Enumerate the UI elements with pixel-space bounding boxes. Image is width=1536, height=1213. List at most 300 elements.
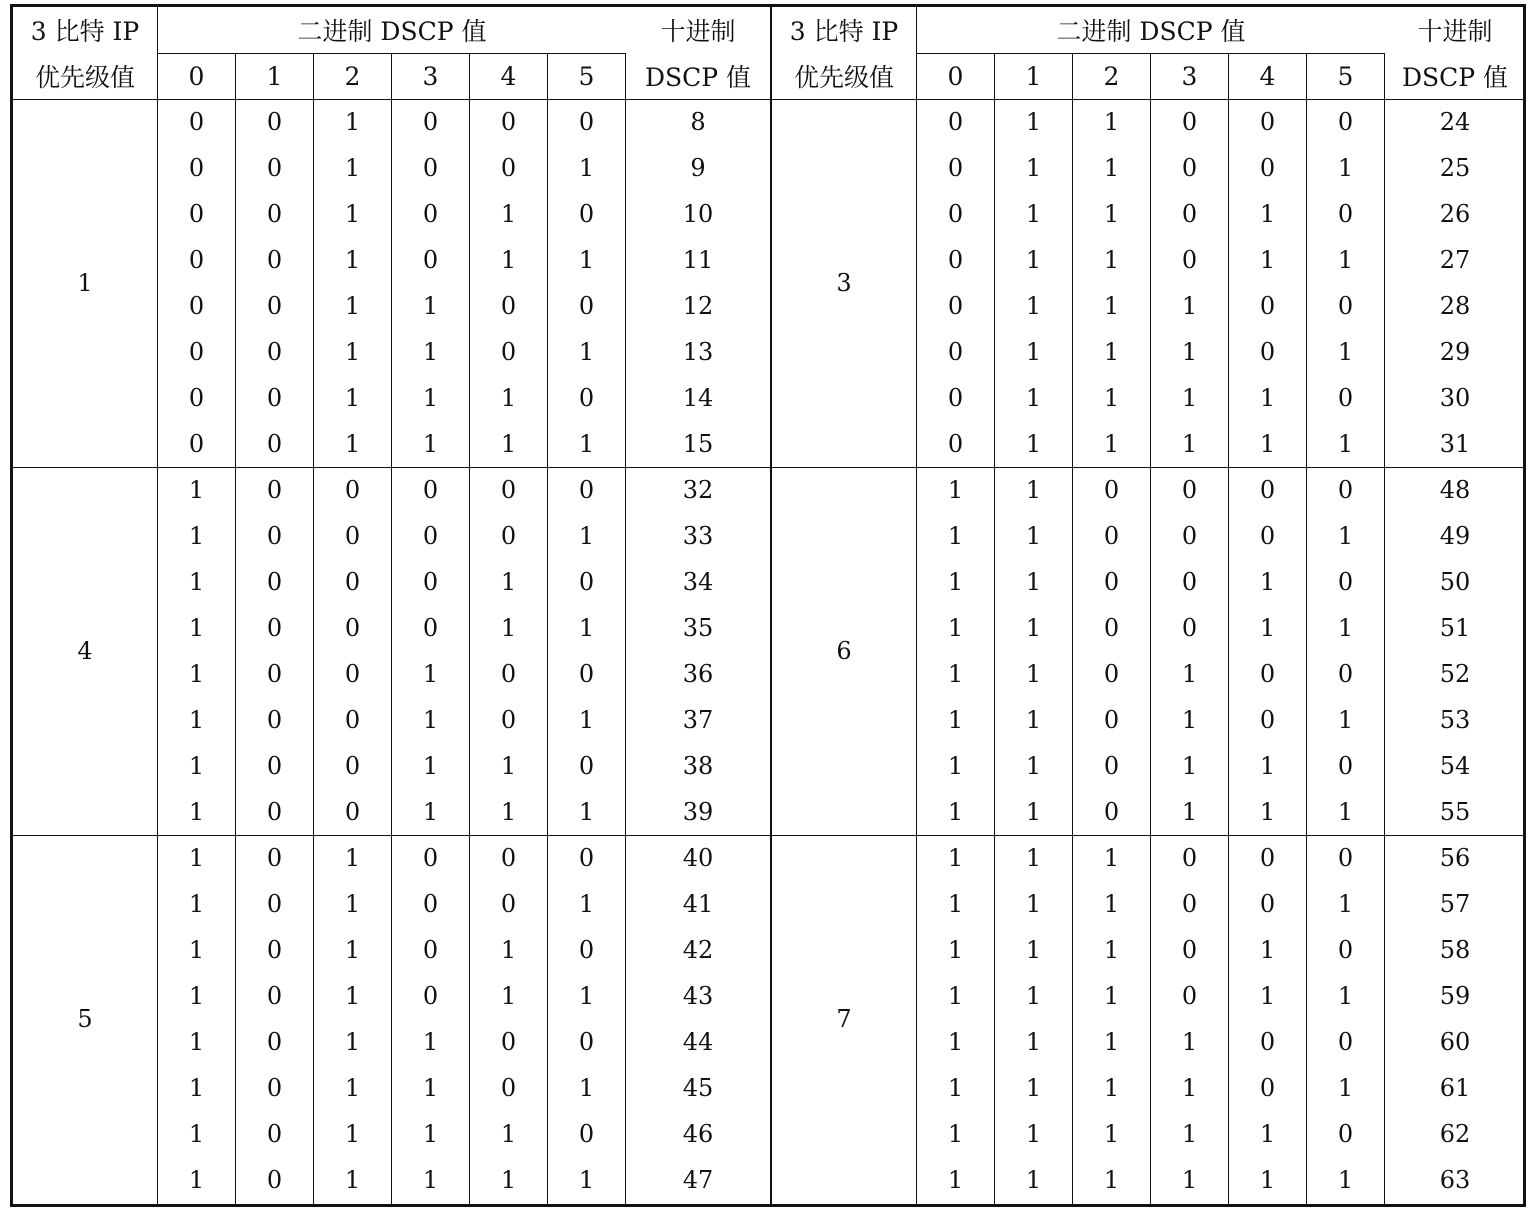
bit-value: 1 [1337,890,1354,918]
bit-value: 1 [1025,936,1042,964]
bit-value: 0 [344,568,361,596]
decimal-value: 40 [682,844,714,872]
bit-value: 0 [422,108,439,136]
bit-value: 0 [1337,108,1354,136]
bit-value: 1 [1259,430,1276,458]
bit-value: 0 [266,798,283,826]
bit-value: 0 [344,476,361,504]
precedence-value: 7 [836,1005,852,1033]
decimal-value: 63 [1439,1166,1471,1194]
bit-value: 1 [1025,752,1042,780]
bit-value: 1 [1025,1074,1042,1102]
bit-value: 0 [188,200,205,228]
bit-value: 1 [344,384,361,412]
bit-column-2 [1073,7,1151,1204]
bit-value: 1 [1259,246,1276,274]
bit-value: 0 [1259,108,1276,136]
bit-value: 0 [266,108,283,136]
bit-value: 1 [188,890,205,918]
bit-header-0: 0 [188,61,205,91]
bit-header-0: 0 [947,61,964,91]
bit-header-4: 4 [500,61,517,91]
bit-column-0 [917,7,995,1204]
decimal-header-line2: DSCP 值 [1401,63,1509,92]
bit-value: 1 [1259,752,1276,780]
bit-value: 1 [1259,1166,1276,1194]
decimal-value: 61 [1439,1074,1471,1102]
bit-value: 1 [947,522,964,550]
decimal-value: 36 [682,660,714,688]
bit-value: 1 [578,522,595,550]
bit-value: 1 [947,752,964,780]
bit-value: 0 [266,982,283,1010]
bit-value: 0 [578,200,595,228]
bit-value: 1 [1025,200,1042,228]
bit-value: 1 [1337,154,1354,182]
bit-value: 1 [947,936,964,964]
bit-value: 1 [1103,1028,1120,1056]
bit-value: 0 [1259,1028,1276,1056]
decimal-value: 60 [1439,1028,1471,1056]
bit-value: 1 [344,982,361,1010]
decimal-value: 45 [682,1074,714,1102]
bit-value: 1 [1103,890,1120,918]
bit-header-3: 3 [422,61,439,91]
bit-value: 0 [422,614,439,642]
binary-header-underline [917,53,1385,54]
precedence-value: 6 [836,637,852,665]
bit-value: 1 [1181,292,1198,320]
bit-value: 0 [1181,936,1198,964]
bit-value: 1 [1181,430,1198,458]
bit-value: 1 [1025,384,1042,412]
bit-value: 0 [266,476,283,504]
bit-value: 1 [1259,936,1276,964]
bit-value: 1 [1025,154,1042,182]
bit-value: 0 [266,154,283,182]
bit-value: 1 [344,154,361,182]
bit-header-2: 2 [1103,61,1120,91]
bit-value: 0 [188,292,205,320]
bit-value: 0 [1259,844,1276,872]
bit-value: 1 [188,982,205,1010]
bit-value: 0 [1259,338,1276,366]
bit-value: 1 [578,430,595,458]
bit-value: 1 [422,660,439,688]
bit-value: 0 [1259,522,1276,550]
decimal-header-line1: 十进制 [1417,17,1493,46]
bit-value: 0 [500,108,517,136]
bit-value: 0 [266,338,283,366]
bit-value: 0 [422,200,439,228]
bit-value: 1 [1103,1166,1120,1194]
bit-value: 0 [578,844,595,872]
bit-value: 1 [1103,338,1120,366]
decimal-value: 8 [690,108,706,136]
bit-value: 1 [1025,660,1042,688]
decimal-value: 25 [1439,154,1471,182]
decimal-value: 11 [682,246,714,274]
bit-value: 0 [188,430,205,458]
bit-value: 0 [578,476,595,504]
bit-value: 0 [266,936,283,964]
bit-value: 1 [1025,1120,1042,1148]
bit-value: 0 [500,292,517,320]
decimal-value: 46 [682,1120,714,1148]
bit-value: 0 [1337,476,1354,504]
bit-value: 1 [344,844,361,872]
left-half [13,7,770,1204]
bit-value: 0 [1181,614,1198,642]
bit-value: 1 [947,1028,964,1056]
bit-value: 1 [578,1166,595,1194]
bit-value: 1 [1181,384,1198,412]
bit-value: 1 [1025,706,1042,734]
dscp-mapping-table [10,4,1526,1207]
bit-value: 1 [1103,844,1120,872]
bit-value: 1 [188,798,205,826]
bit-header-5: 5 [578,61,595,91]
bit-value: 1 [344,1120,361,1148]
bit-value: 0 [266,706,283,734]
bit-value: 0 [266,522,283,550]
bit-value: 0 [500,660,517,688]
bit-value: 1 [947,1166,964,1194]
bit-column-2 [314,7,392,1204]
decimal-value: 54 [1439,752,1471,780]
bit-value: 0 [500,154,517,182]
bit-value: 1 [1259,614,1276,642]
decimal-value: 58 [1439,936,1471,964]
bit-value: 1 [422,1074,439,1102]
bit-value: 1 [1337,706,1354,734]
decimal-value: 15 [682,430,714,458]
bit-value: 1 [344,1028,361,1056]
bit-value: 1 [947,982,964,1010]
bit-value: 0 [947,338,964,366]
bit-value: 1 [578,338,595,366]
decimal-value: 43 [682,982,714,1010]
bit-value: 1 [1259,384,1276,412]
precedence-header-line1: 3 比特 IP [789,17,899,46]
precedence-header-line2: 优先级值 [34,63,135,92]
bit-value: 1 [1025,844,1042,872]
bit-value: 0 [1337,660,1354,688]
bit-value: 0 [422,982,439,1010]
bit-value: 0 [266,1120,283,1148]
decimal-value: 41 [682,890,714,918]
decimal-value: 32 [682,476,714,504]
bit-value: 1 [947,706,964,734]
bit-value: 1 [947,1120,964,1148]
bit-value: 1 [578,1074,595,1102]
bit-value: 0 [1181,522,1198,550]
decimal-value: 55 [1439,798,1471,826]
decimal-value: 38 [682,752,714,780]
bit-value: 1 [947,660,964,688]
bit-value: 1 [344,200,361,228]
bit-column-0 [158,7,236,1204]
bit-column-1 [995,7,1073,1204]
decimal-column [1385,7,1525,1204]
precedence-header-line2: 优先级值 [793,63,894,92]
bit-header-1: 1 [1025,61,1042,91]
bit-value: 1 [422,706,439,734]
bit-value: 1 [500,752,517,780]
decimal-value: 30 [1439,384,1471,412]
bit-value: 1 [500,430,517,458]
bit-value: 0 [1337,200,1354,228]
decimal-value: 59 [1439,982,1471,1010]
bit-value: 1 [1337,798,1354,826]
bit-value: 1 [1025,476,1042,504]
bit-value: 0 [266,614,283,642]
bit-value: 0 [1337,936,1354,964]
bit-value: 0 [500,706,517,734]
bit-value: 0 [1259,1074,1276,1102]
bit-value: 1 [578,154,595,182]
bit-value: 1 [344,936,361,964]
bit-column-3 [1151,7,1229,1204]
bit-value: 0 [1181,568,1198,596]
bit-value: 0 [1337,1120,1354,1148]
bit-value: 0 [1181,982,1198,1010]
decimal-value: 26 [1439,200,1471,228]
bit-value: 0 [188,154,205,182]
bit-value: 1 [1337,522,1354,550]
bit-value: 1 [1337,430,1354,458]
bit-value: 1 [344,338,361,366]
bit-value: 0 [344,752,361,780]
decimal-header-line2: DSCP 值 [644,63,752,92]
bit-value: 0 [1259,292,1276,320]
bit-value: 1 [1103,1074,1120,1102]
bit-value: 1 [188,936,205,964]
bit-value: 1 [344,292,361,320]
bit-header-1: 1 [266,61,283,91]
bit-value: 1 [344,430,361,458]
bit-value: 0 [344,522,361,550]
bit-value: 0 [266,200,283,228]
bit-header-3: 3 [1181,61,1198,91]
bit-value: 0 [266,844,283,872]
decimal-value: 56 [1439,844,1471,872]
bit-value: 1 [1181,752,1198,780]
bit-value: 1 [1337,982,1354,1010]
bit-value: 0 [500,890,517,918]
bit-value: 1 [1259,200,1276,228]
decimal-value: 14 [682,384,714,412]
decimal-value: 51 [1439,614,1471,642]
decimal-value: 35 [682,614,714,642]
bit-value: 1 [1103,200,1120,228]
bit-value: 0 [578,568,595,596]
bit-value: 0 [422,476,439,504]
bit-value: 1 [422,384,439,412]
bit-value: 1 [1259,982,1276,1010]
bit-value: 0 [1103,752,1120,780]
bit-value: 1 [188,568,205,596]
bit-value: 0 [578,292,595,320]
bit-value: 1 [1181,1120,1198,1148]
bit-value: 1 [1103,154,1120,182]
bit-value: 1 [947,614,964,642]
decimal-value: 53 [1439,706,1471,734]
bit-value: 0 [344,706,361,734]
bit-value: 0 [1259,706,1276,734]
bit-value: 0 [266,660,283,688]
bit-value: 1 [578,982,595,1010]
bit-value: 0 [188,338,205,366]
bit-column-1 [236,7,314,1204]
bit-value: 0 [1181,108,1198,136]
bit-value: 1 [500,384,517,412]
bit-value: 0 [266,568,283,596]
bit-value: 1 [1103,982,1120,1010]
bit-value: 0 [1337,844,1354,872]
bit-column-4 [1229,7,1307,1204]
bit-value: 1 [1337,614,1354,642]
bit-value: 1 [1103,108,1120,136]
bit-value: 0 [1103,568,1120,596]
bit-value: 1 [1025,1028,1042,1056]
bit-value: 0 [1103,614,1120,642]
bit-value: 0 [578,1028,595,1056]
bit-value: 0 [1103,660,1120,688]
bit-value: 0 [578,936,595,964]
bit-value: 1 [578,798,595,826]
bit-value: 0 [422,522,439,550]
bit-value: 0 [1181,200,1198,228]
bit-value: 1 [422,430,439,458]
decimal-value: 47 [682,1166,714,1194]
bit-value: 1 [188,706,205,734]
bit-value: 0 [1337,292,1354,320]
bit-value: 1 [344,246,361,274]
decimal-value: 31 [1439,430,1471,458]
binary-header: 二进制 DSCP 值 [158,7,626,53]
bit-value: 0 [578,660,595,688]
bit-value: 0 [947,154,964,182]
bit-value: 0 [1103,798,1120,826]
decimal-value: 28 [1439,292,1471,320]
bit-value: 0 [578,384,595,412]
bit-value: 1 [1103,246,1120,274]
bit-value: 1 [188,844,205,872]
decimal-value: 9 [690,154,706,182]
binary-header: 二进制 DSCP 值 [917,7,1385,53]
bit-value: 0 [266,1028,283,1056]
bit-value: 1 [1181,660,1198,688]
decimal-value: 44 [682,1028,714,1056]
precedence-value: 1 [77,269,93,297]
bit-value: 0 [947,292,964,320]
bit-value: 1 [1337,338,1354,366]
bit-value: 0 [1103,706,1120,734]
bit-value: 1 [188,1120,205,1148]
bit-value: 0 [1181,154,1198,182]
bit-value: 1 [1181,798,1198,826]
bit-column-5 [1307,7,1385,1204]
bit-value: 1 [947,890,964,918]
bit-value: 1 [1025,430,1042,458]
bit-value: 0 [266,246,283,274]
bit-value: 0 [578,108,595,136]
bit-value: 0 [266,890,283,918]
decimal-value: 24 [1439,108,1471,136]
bit-value: 0 [578,752,595,780]
bit-value: 0 [422,246,439,274]
decimal-value: 34 [682,568,714,596]
bit-value: 0 [1181,890,1198,918]
binary-header-underline [158,53,626,54]
bit-value: 1 [1025,798,1042,826]
decimal-value: 49 [1439,522,1471,550]
bit-column-3 [392,7,470,1204]
bit-value: 1 [1259,1120,1276,1148]
bit-value: 0 [947,108,964,136]
bit-value: 1 [500,200,517,228]
bit-value: 1 [188,476,205,504]
bit-value: 0 [500,844,517,872]
bit-value: 0 [500,1074,517,1102]
decimal-value: 33 [682,522,714,550]
bit-value: 1 [947,476,964,504]
decimal-value: 42 [682,936,714,964]
decimal-column [626,7,770,1204]
bit-value: 0 [500,338,517,366]
bit-value: 1 [500,568,517,596]
bit-value: 0 [1181,844,1198,872]
bit-value: 1 [188,1166,205,1194]
decimal-value: 10 [682,200,714,228]
bit-value: 0 [1337,568,1354,596]
bit-value: 0 [1103,522,1120,550]
bit-value: 1 [1259,568,1276,596]
bit-value: 0 [947,430,964,458]
bit-value: 1 [1259,798,1276,826]
decimal-value: 27 [1439,246,1471,274]
bit-value: 0 [188,108,205,136]
bit-value: 1 [578,246,595,274]
bit-value: 1 [1337,1166,1354,1194]
bit-value: 1 [1337,1074,1354,1102]
bit-value: 0 [188,246,205,274]
bit-header-2: 2 [344,61,361,91]
bit-value: 1 [1025,292,1042,320]
bit-value: 1 [1025,522,1042,550]
precedence-header-line1: 3 比特 IP [30,17,140,46]
bit-value: 1 [1103,292,1120,320]
precedence-column [13,7,158,1204]
bit-value: 1 [422,292,439,320]
bit-value: 1 [1103,384,1120,412]
bit-value: 0 [266,1074,283,1102]
bit-value: 0 [266,292,283,320]
bit-value: 0 [422,844,439,872]
bit-value: 0 [422,936,439,964]
bit-value: 1 [578,614,595,642]
bit-header-4: 4 [1259,61,1276,91]
bit-value: 1 [1025,108,1042,136]
bit-value: 0 [500,476,517,504]
bit-value: 0 [1337,752,1354,780]
decimal-value: 13 [682,338,714,366]
decimal-value: 62 [1439,1120,1471,1148]
decimal-value: 50 [1439,568,1471,596]
bit-value: 1 [500,798,517,826]
bit-column-5 [548,7,626,1204]
